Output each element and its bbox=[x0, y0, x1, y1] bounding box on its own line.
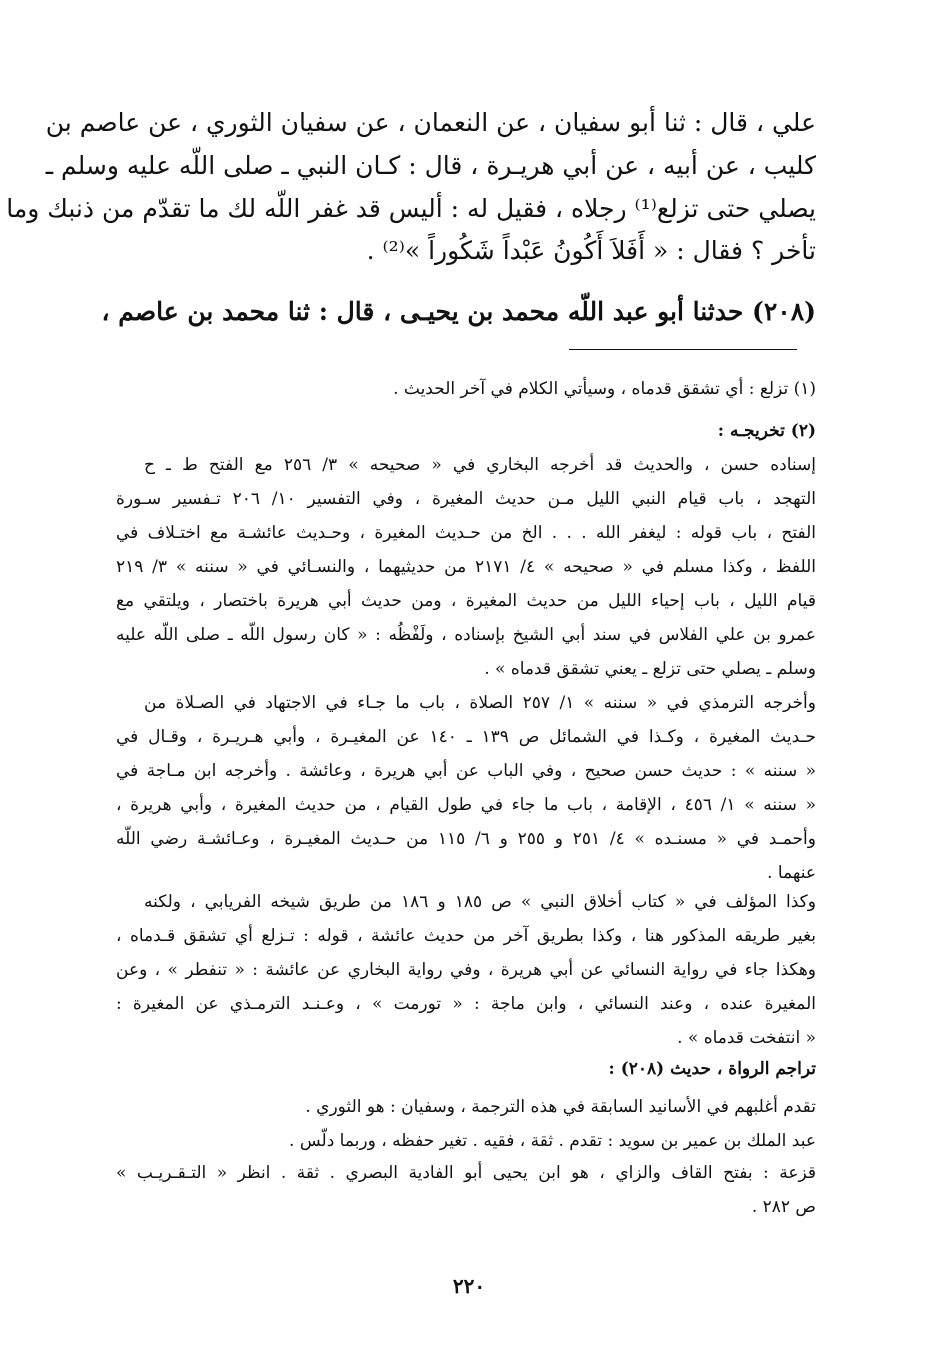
narrator-line: عبد الملك بن عمير بن سويد : تقدم . ثقة ، فقيه . تغير حفظه ، وربما دلّس . bbox=[289, 1131, 816, 1151]
footnote-1: (١) تزلع : أي تشقق قدماه ، وسيأتي الكلام في آخر الحديث . bbox=[393, 379, 816, 399]
footnote-line: عنهما . bbox=[767, 863, 816, 883]
footnote-line: قيام الليل ، باب إحياء الليل من حديث المغيرة ، ومن حديث أبي هريرة باختصار ، ويلتقي مع bbox=[116, 591, 816, 611]
main-text-line: علي ، قال : ثنا أبو سفيان ، عن النعمان ، عن سفيان الثوري ، عن عاصم بن bbox=[45, 108, 816, 137]
footnote-line: « سننه » : حديث حسن صحيح ، وفي الباب عن أبي هريرة ، وعائشة . وأخرجه ابن مـاجة في bbox=[116, 761, 816, 781]
footnote-line: « سننه » ١/ ٤٥٦ ، الإقامة ، باب ما جاء في طول القيام ، من حديث المغيرة ، وأبي هريرة ، bbox=[116, 795, 817, 815]
footnote-line: اللفظ ، وكذا مسلم في « صحيحه » ٤/ ٢١٧١ من حديثيهما ، والنسـائي في « سننه » ٣/ ٢١٩ bbox=[116, 557, 816, 577]
main-text-line: يصلي حتى تزلع⁽¹⁾ رجلاه ، فقيل له : أليس قد غفر اللّه لك ما تقدّم من ذنبك وما bbox=[6, 194, 816, 223]
footnote-line: عمرو بن علي الفلاس في سند أبي الشيخ بإسناده ، ولَفْظُه : « كان رسول اللّه ـ صلى اللّه عليه bbox=[116, 625, 816, 645]
footnote-line: الفتح ، باب قوله : ليغفر الله . . . الخ من حـديث المغيرة ، وحـديث عائشـة مع اختـلاف في bbox=[116, 523, 816, 543]
footnote-line: وكذا المؤلف في « كتاب أخلاق النبي » ص ١٨٥ و ١٨٦ من طريق شيخه الفريابي ، ولكنه bbox=[144, 892, 816, 912]
footnote-line: وأحمـد في « مسنـده » ٤/ ٢٥١ و ٢٥٥ و ٦/ ١١٥ من حـديث المغيـرة ، وعـائشـة رضي اللّه bbox=[116, 829, 816, 849]
footnote-line: بغير طريقه المذكور هنا ، وكذا بطريق آخر من حديث عائشة ، قوله : تـزلع أي تشقق قـدماه ، bbox=[116, 926, 816, 946]
page-number: ٢٢٠ bbox=[452, 1274, 486, 1298]
narrator-line: قزعة : بفتح القاف والزاي ، هو ابن يحيى أبو الفادية البصري . ثقة . انظر « التـقـريـب » bbox=[116, 1163, 816, 1183]
footnote-line: « انتفخت قدماه » . bbox=[677, 1028, 816, 1048]
footnote-line: التهجد ، باب قيام النبي الليل مـن حديث المغيرة ، وفي التفسير ١٠/ ٢٠٦ تـفسير سـورة bbox=[116, 489, 817, 509]
main-text-line: تأخر ؟ فقال : « أَفَلاَ أَكُونُ عَبْداً شَكُوراً »⁽²⁾ . bbox=[366, 236, 816, 265]
narrators-heading: تراجم الرواة ، حديث (٢٠٨) : bbox=[608, 1059, 816, 1079]
footnote-separator bbox=[569, 349, 797, 350]
hadith-208-line: (٢٠٨) حدثنا أبو عبد اللّه محمد بن يحيـى ، قال : ثنا محمد بن عاصم ، bbox=[101, 297, 816, 326]
narrator-line: ص ٢٨٢ . bbox=[751, 1197, 816, 1217]
main-text-line: كليب ، عن أبيه ، عن أبي هريـرة ، قال : كـان النبي ـ صلى اللّه عليه وسلم ـ bbox=[45, 151, 816, 180]
footnote-2-heading: (٢) تخريجـه : bbox=[717, 421, 816, 441]
footnote-line: وأخرجه الترمذي في « سننه » ١/ ٢٥٧ الصلاة ، باب ما جـاء في الاجتهاد في الصـلاة من bbox=[144, 693, 816, 713]
footnote-line: وسلم ـ يصلي حتى تزلع ـ يعني تشقق قدماه » . bbox=[484, 659, 816, 679]
footnote-line: حـديث المغيرة ، وكـذا في الشمائل ص ١٣٩ ـ ١٤٠ عن المغيـرة ، وأبي هـريـرة ، وقـال في bbox=[116, 727, 816, 747]
narrator-line: تقدم أغلبهم في الأسانيد السابقة في هذه الترجمة ، وسفيان : هو الثوري . bbox=[305, 1097, 816, 1117]
footnote-line: وهكذا جاء في رواية النسائي عن أبي هريرة ، وفي رواية البخاري عن عائشة : « تنفطر » ، وعن bbox=[116, 960, 816, 980]
footnote-line: إسناده حسن ، والحديث قد أخرجه البخاري في « صحيحه » ٣/ ٢٥٦ مع الفتح ط ـ ح bbox=[144, 455, 816, 475]
footnote-line: المغيرة عنده ، وعند النسائي ، وابن ماجة : « تورمت » ، وعـنـد الترمـذي عن المغيرة : bbox=[116, 994, 816, 1014]
